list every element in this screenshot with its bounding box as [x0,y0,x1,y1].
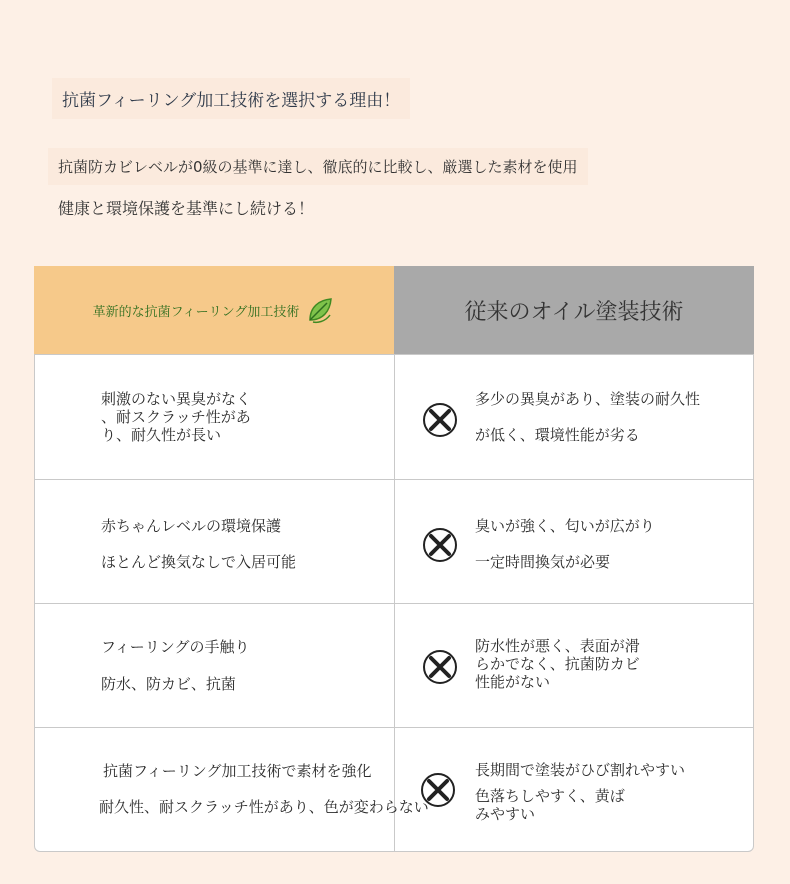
cell-text: 一定時間換気が必要 [475,553,611,571]
comparison-table [34,266,754,852]
cell-text: 長期間で塗装がひび割れやすい [475,761,686,779]
new-technique-cell [35,355,395,479]
cell-text: フィーリングの手触り [101,638,250,656]
cell-text: 抗菌フィーリング加工技術で素材を強化 [103,762,372,780]
leaf-icon [305,295,335,325]
traditional-technique-cell [395,479,753,603]
traditional-technique-header [394,266,754,354]
cell-text: 多少の異臭があり、塗装の耐久性 [475,390,701,408]
cell-text: 防水性が悪く、表面が滑 [475,637,640,655]
cell-text: らかでなく、抗菌防カビ [475,655,640,673]
x-circle-icon [421,648,459,686]
traditional-technique-cell [395,603,753,727]
cell-text: ほとんど換気なしで入居可能 [101,553,297,571]
new-technique-header [34,266,394,354]
comparison-row [35,603,753,728]
cell-text: 刺激のない異臭がなく [101,390,252,408]
new-technique-cell [35,479,395,603]
intro-line-1: 抗菌防カビレベルが0級の基準に達し、徹底的に比較し、厳選した素材を使用 [48,148,588,185]
cell-text: 、耐スクラッチ性があ [101,408,251,426]
new-technique-cell [35,603,395,727]
x-circle-icon [421,526,459,564]
traditional-technique-label: 従来のオイル塗装技術 [464,299,684,325]
comparison-row [35,355,753,480]
cell-text: 防水、防カビ、抗菌 [101,675,236,693]
comparison-row [35,727,753,851]
x-circle-icon [421,401,459,439]
cell-text: 性能がない [475,673,551,691]
page-title: 抗菌フィーリング加工技術を選択する理由！ [52,78,410,119]
cell-text: 色落ちしやすく、黄ば [475,787,625,805]
cell-text: 耐久性、耐スクラッチ性があり、色が変わらない [99,798,429,816]
comparison-row [35,479,753,604]
cell-text: 臭いが強く、匂いが広がり [475,517,655,535]
cell-text: り、耐久性が長い [101,426,222,444]
intro-line-2: 健康と環境保護を基準にし続ける！ [58,199,315,218]
traditional-technique-cell [395,727,753,851]
new-technique-label: 革新的な抗菌フィーリング加工技術 [92,304,300,320]
cell-text: みやすい [475,805,536,823]
traditional-technique-cell [395,355,753,479]
x-circle-icon [419,771,457,809]
cell-text: が低く、環境性能が劣る [475,426,640,444]
new-technique-cell [35,727,429,851]
cell-text: 赤ちゃんレベルの環境保護 [101,517,282,535]
comparison-grid [34,354,754,852]
